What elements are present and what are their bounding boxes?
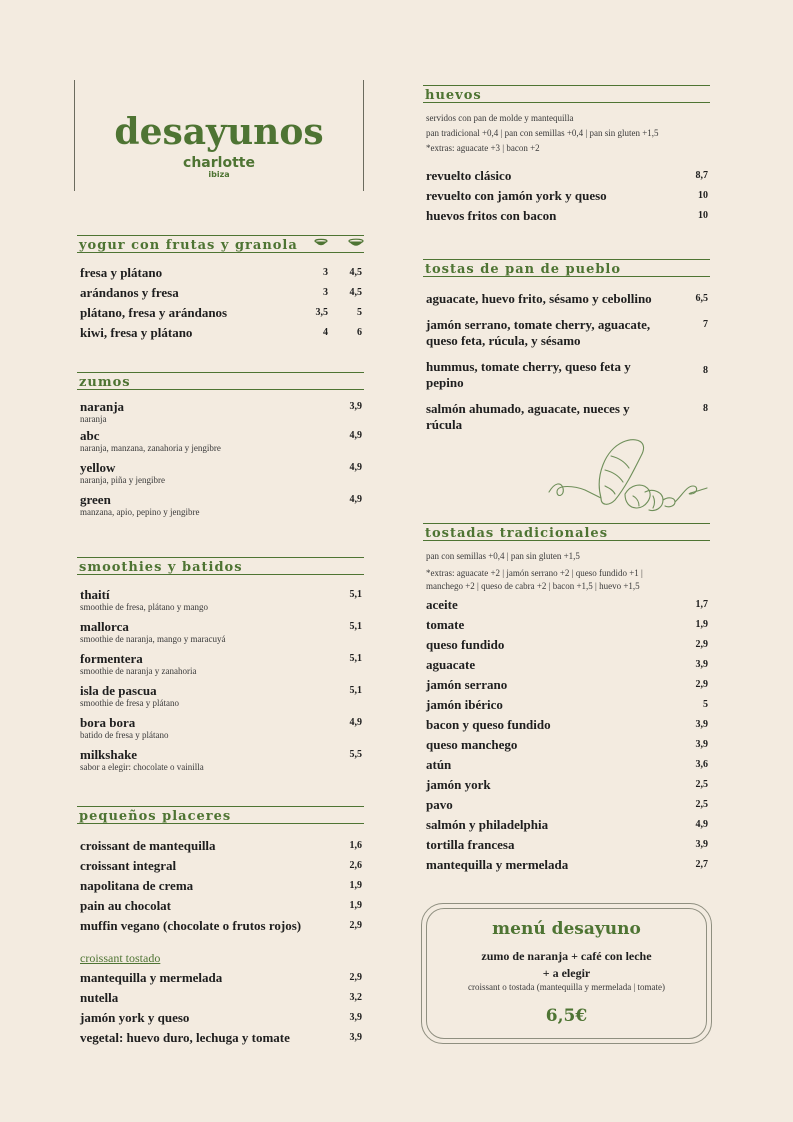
item-name: tortilla francesa (426, 837, 515, 852)
item-price: 3,9 (349, 1032, 362, 1043)
item-price: 2,5 (695, 779, 708, 790)
menu-box-inner-border (426, 908, 707, 1039)
menu-item (426, 401, 710, 433)
item-name: green (80, 492, 111, 507)
bowl-small-icon (314, 238, 328, 248)
item-desc: smoothie de fresa y plátano (80, 698, 179, 708)
item-price: 7 (703, 319, 708, 330)
item-price: 3,9 (695, 839, 708, 850)
menu-item (80, 493, 364, 517)
menu-item (80, 856, 364, 876)
item-price: 1,9 (349, 900, 362, 911)
item-price: 3,9 (349, 401, 362, 412)
item-price: 2,7 (695, 859, 708, 870)
menu-item (426, 615, 710, 635)
section-yogur (77, 235, 364, 343)
item-name: vegetal: huevo duro, lechuga y tomate (80, 1030, 290, 1045)
item-name: revuelto clásico (426, 168, 512, 183)
item-price: 1,6 (349, 840, 362, 851)
item-name: queso manchego (426, 737, 518, 752)
item-price: 4,9 (695, 819, 708, 830)
item-name: napolitana de crema (80, 878, 194, 893)
item-name: pain au chocolat (80, 898, 172, 913)
price-large: 6 (357, 327, 362, 338)
menu-item (426, 795, 710, 815)
item-name: milkshake (80, 747, 138, 762)
item-desc: smoothie de fresa, plátano y mango (80, 602, 208, 612)
item-name: nutella (80, 990, 119, 1005)
menu-item (80, 876, 364, 896)
item-price: 2,9 (695, 679, 708, 690)
menu-desayuno-box (421, 903, 712, 1044)
section-zumos (77, 372, 364, 517)
item-name: fresa y plátano (80, 265, 163, 280)
menu-item (80, 588, 364, 612)
item-price: 2,6 (349, 860, 362, 871)
menu-item (80, 652, 364, 676)
item-name: pavo (426, 797, 453, 812)
item-name: yellow (80, 460, 116, 475)
item-price: 3,9 (695, 659, 708, 670)
item-price: 4,9 (349, 494, 362, 505)
item-price: 2,9 (349, 920, 362, 931)
menu-header (74, 80, 364, 191)
item-name: jamón york y queso (80, 1010, 190, 1025)
item-price: 4,9 (349, 462, 362, 473)
menu-item (426, 359, 710, 391)
bread-illustration-icon (545, 436, 710, 518)
menu-item (80, 716, 364, 740)
item-price: 8 (703, 365, 708, 376)
menu-item (77, 303, 364, 323)
price-large: 5 (357, 307, 362, 318)
menu-item (426, 166, 710, 186)
item-price: 5,1 (349, 621, 362, 632)
section-title: huevos (423, 85, 710, 103)
item-name: mantequilla y mermelada (80, 970, 223, 985)
item-desc: smoothie de naranja, mango y maracuyá (80, 634, 226, 644)
section-title-text: yogur con frutas y granola (79, 238, 298, 253)
item-name: abc (80, 428, 100, 443)
item-price: 10 (698, 190, 708, 201)
section-placeres (77, 806, 364, 1048)
menu-item (426, 635, 710, 655)
item-name: mallorca (80, 619, 129, 634)
item-name: bacon y queso fundido (426, 717, 551, 732)
menu-item (426, 186, 710, 206)
item-price: 3,9 (695, 739, 708, 750)
price-small: 4 (323, 327, 328, 338)
item-name: kiwi, fresa y plátano (80, 325, 193, 340)
menu-item (80, 916, 364, 936)
section-huevos (423, 85, 710, 226)
menu-item (426, 317, 710, 349)
item-name: queso fundido (426, 637, 505, 652)
section-smoothies (77, 557, 364, 772)
item-price: 1,9 (695, 619, 708, 630)
menu-item (426, 291, 710, 307)
item-price: 5,1 (349, 653, 362, 664)
section-title (77, 235, 364, 253)
menu-item (426, 655, 710, 675)
note: manchego +2 | queso de cabra +2 | bacon +1,5 | huevo +1,5 (426, 581, 640, 591)
item-name: croissant integral (80, 858, 177, 873)
section-title: pequeños placeres (77, 806, 364, 824)
item-name: thaití (80, 587, 110, 602)
menu-item (426, 695, 710, 715)
menu-item (80, 461, 364, 485)
menu-item (77, 283, 364, 303)
item-price: 3,2 (349, 992, 362, 1003)
section-title: zumos (77, 372, 364, 390)
item-name: hummus, tomate cherry, queso feta y pepino (426, 359, 631, 390)
item-desc: naranja, manzana, zanahoria y jengibre (80, 443, 221, 453)
item-price: 5,1 (349, 589, 362, 600)
item-desc: smoothie de naranja y zanahoria (80, 666, 197, 676)
item-desc: naranja (80, 414, 107, 424)
item-name: muffin vegano (chocolate o frutos rojos) (80, 918, 302, 933)
item-name: bora bora (80, 715, 136, 730)
note: pan tradicional +0,4 | pan con semillas +0,4 | pan sin gluten +1,5 (426, 128, 659, 138)
item-name: huevos fritos con bacon (426, 208, 557, 223)
menu-item (426, 855, 710, 875)
menu-item (80, 684, 364, 708)
page-title: desayunos (114, 111, 324, 153)
item-desc: manzana, apio, pepino y jengibre (80, 507, 200, 517)
menu-item (426, 835, 710, 855)
item-name: jamón ibérico (426, 697, 503, 712)
item-name: tomate (426, 617, 465, 632)
menu-item (80, 748, 364, 772)
menu-item (80, 1028, 364, 1048)
price-small: 3 (323, 287, 328, 298)
menu-item (426, 595, 710, 615)
price-large: 4,5 (349, 267, 362, 278)
menu-item (426, 755, 710, 775)
menu-item (80, 968, 364, 988)
menu-desayuno-note: croissant o tostada (mantequilla y mermelada | tomate) (468, 982, 665, 992)
bowl-large-icon (348, 238, 364, 248)
section-tostas (423, 259, 710, 433)
item-price: 2,9 (695, 639, 708, 650)
note: *extras: aguacate +3 | bacon +2 (426, 143, 540, 153)
menu-item (426, 735, 710, 755)
menu-desayuno-title: menú desayuno (492, 919, 641, 939)
menu-item (80, 988, 364, 1008)
item-name: revuelto con jamón york y queso (426, 188, 607, 203)
item-price: 5,5 (349, 749, 362, 760)
brand-location: ibiza (208, 170, 230, 179)
menu-desayuno-price: 6,5€ (545, 1006, 588, 1026)
menu-item (426, 815, 710, 835)
item-name: jamón serrano, tomate cherry, aguacate, queso feta, rúcula, y sésamo (426, 317, 651, 348)
menu-item (426, 715, 710, 735)
item-name: isla de pascua (80, 683, 157, 698)
item-price: 2,9 (349, 972, 362, 983)
item-name: naranja (80, 399, 125, 414)
item-name: salmón y philadelphia (426, 817, 549, 832)
item-name: aguacate (426, 657, 476, 672)
item-name: atún (426, 757, 452, 772)
item-price: 8 (703, 403, 708, 414)
item-price: 3,9 (695, 719, 708, 730)
item-price: 3,6 (695, 759, 708, 770)
menu-desayuno-line1: zumo de naranja + café con leche (481, 949, 652, 963)
menu-desayuno-line2: + a elegir (542, 966, 591, 980)
menu-item (80, 429, 364, 453)
item-name: aguacate, huevo frito, sésamo y cebollino (426, 291, 652, 306)
subsection-title: croissant tostado (80, 951, 161, 965)
item-price: 5 (703, 699, 708, 710)
brand-logo: charlotte (183, 155, 255, 171)
section-tostadas (423, 523, 710, 875)
item-price: 4,9 (349, 430, 362, 441)
item-desc: naranja, piña y jengibre (80, 475, 165, 485)
item-name: jamón york (426, 777, 491, 792)
section-title: tostadas tradicionales (423, 523, 710, 541)
menu-item (80, 896, 364, 916)
item-price: 4,9 (349, 717, 362, 728)
item-price: 1,7 (695, 599, 708, 610)
menu-item (77, 323, 364, 343)
menu-item (80, 836, 364, 856)
section-title: smoothies y batidos (77, 557, 364, 575)
menu-item (77, 263, 364, 283)
menu-item (80, 400, 364, 424)
menu-item (80, 1008, 364, 1028)
item-price: 3,9 (349, 1012, 362, 1023)
price-small: 3 (323, 267, 328, 278)
item-desc: batido de fresa y plátano (80, 730, 169, 740)
item-name: aceite (426, 597, 458, 612)
price-large: 4,5 (349, 287, 362, 298)
menu-item (426, 206, 710, 226)
item-price: 6,5 (695, 293, 708, 304)
menu-item (426, 675, 710, 695)
item-price: 8,7 (695, 170, 708, 181)
note: pan con semillas +0,4 | pan sin gluten +1,5 (426, 551, 580, 561)
item-name: arándanos y fresa (80, 285, 179, 300)
item-price: 2,5 (695, 799, 708, 810)
item-name: mantequilla y mermelada (426, 857, 569, 872)
section-title: tostas de pan de pueblo (423, 259, 710, 277)
menu-item (80, 620, 364, 644)
item-price: 5,1 (349, 685, 362, 696)
item-name: salmón ahumado, aguacate, nueces y rúcula (426, 401, 630, 432)
item-name: formentera (80, 651, 143, 666)
note: *extras: aguacate +2 | jamón serrano +2 | queso fundido +1 | (426, 568, 643, 578)
note: servidos con pan de molde y mantequilla (426, 113, 574, 123)
item-name: croissant de mantequilla (80, 838, 216, 853)
price-small: 3,5 (315, 307, 328, 318)
item-name: jamón serrano (426, 677, 508, 692)
menu-item (426, 775, 710, 795)
item-name: plátano, fresa y arándanos (80, 305, 228, 320)
item-price: 10 (698, 210, 708, 221)
item-desc: sabor a elegir: chocolate o vainilla (80, 762, 204, 772)
item-price: 1,9 (349, 880, 362, 891)
